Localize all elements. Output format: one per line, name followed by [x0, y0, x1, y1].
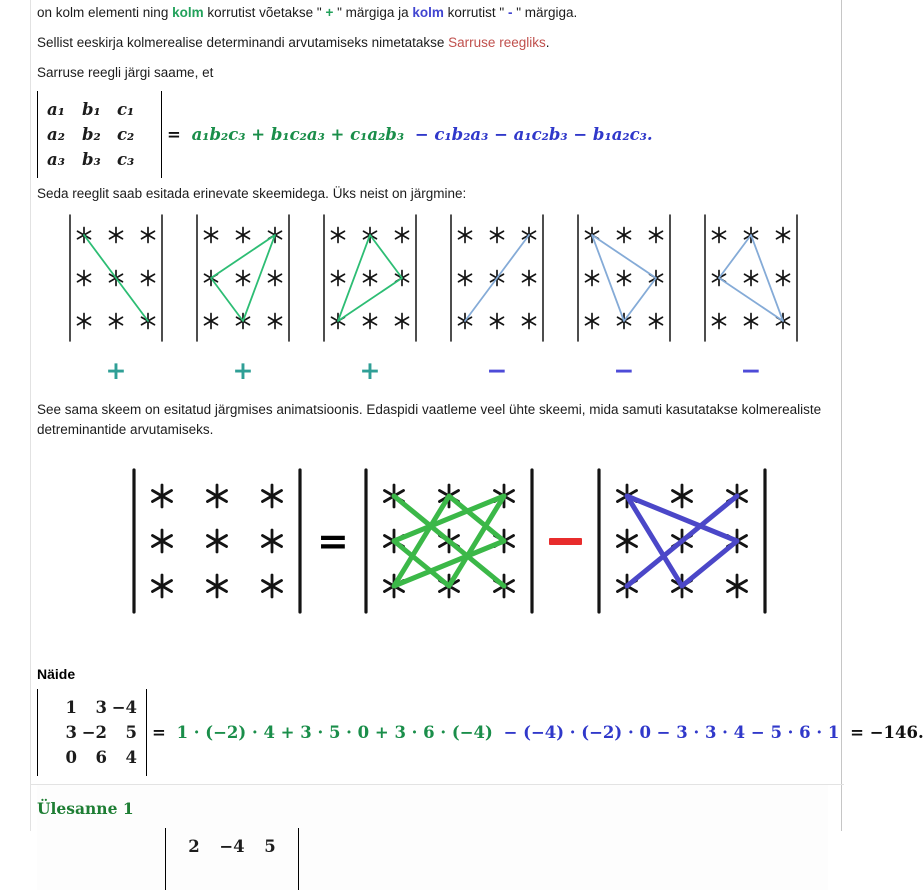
exercise-section	[37, 785, 828, 890]
plus-sign-label: +	[232, 356, 254, 385]
exercise-heading: Ülesanne 1	[37, 799, 134, 818]
positive-diagonals-grid	[362, 466, 536, 616]
positive-terms: a₁b₂c₃ + b₁c₂a₃ + c₁a₂b₃	[191, 125, 405, 144]
plus-green: +	[325, 5, 334, 20]
big-diagram	[130, 466, 828, 616]
scheme-grid-antidiagonal-icon	[449, 212, 545, 344]
scheme-grid-triangle-icon	[322, 212, 418, 344]
example-equation	[147, 723, 924, 742]
minus-sign-label: −	[486, 356, 508, 385]
negative-diagonals-grid	[595, 466, 769, 616]
sarrus-sentence: Sellist eeskirja kolmerealise determinandi arvutamiseks nimetatakse Sarruse reegliks.	[37, 35, 550, 50]
determinant-matrix-abc: a₁ b₁ c₁ a₂ b₂ c₂ a₃ b₃ c₃	[37, 91, 162, 178]
equals-sign: =	[152, 723, 166, 742]
intro-text: on kolm elementi ning	[37, 5, 173, 20]
negative-terms: − c₁b₂a₃ − a₁c₂b₃ − b₁a₂c₃.	[414, 125, 653, 144]
plain-matrix-grid	[130, 466, 304, 616]
negative-terms: − (−4) · (−2) · 0 − 3 · 3 · 4 − 5 · 6 · 1	[503, 723, 840, 742]
minus-blue: -	[507, 5, 513, 20]
scheme-grid-triangle-icon	[195, 212, 291, 344]
minus-sign-label: −	[613, 356, 635, 385]
positive-terms: 1 · (−2) · 4 + 3 · 5 · 0 + 3 · 6 · (−4)	[176, 723, 493, 742]
scheme-minus-2	[576, 212, 672, 384]
sarrus-equation	[162, 125, 653, 144]
scheme-grid-triangle-icon	[576, 212, 672, 344]
intro-paragraph: on kolm elementi ning kolm korrutist võetakse " + " märgiga ja kolm korrutist " - " märgiga.	[37, 5, 578, 20]
animation-note-text: See sama skeem on esitatud järgmises animatsioonis. Edaspidi vaatleme veel ühte skeemi, mida samuti kasutatakse kolmerealiste detreminantide arvutamiseks.	[37, 402, 822, 437]
kolm-blue: kolm	[412, 5, 444, 20]
kolm-green: kolm	[172, 5, 204, 20]
scheme-plus-3	[322, 212, 418, 384]
scheme-plus-2	[195, 212, 291, 384]
plus-sign-label: +	[105, 356, 127, 385]
content-right-border	[841, 0, 842, 831]
exercise-matrix	[165, 828, 828, 890]
sarruse-reegliks-link[interactable]: Sarruse reegliks	[448, 35, 546, 50]
example-matrix: 1 3 −4 3 −2 5 0 6 4	[37, 689, 147, 776]
exercise-determinant: 2 −4 5	[165, 828, 299, 890]
scheme-minus-3	[703, 212, 799, 384]
big-minus-sign	[549, 538, 582, 545]
minus-sign-label: −	[740, 356, 762, 385]
scheme-plus-1	[68, 212, 164, 384]
example-formula	[37, 689, 924, 776]
scheme-grid-triangle-icon	[703, 212, 799, 344]
schemes-intro-text: Seda reeglit saab esitada erinevate skeemidega. Üks neist on järgmine:	[37, 186, 467, 201]
lead-in-text: Sarruse reegli järgi saame, et	[37, 65, 214, 80]
plus-sign-label: +	[359, 356, 381, 385]
schemes-row	[68, 212, 828, 384]
example-heading: Näide	[37, 666, 76, 682]
equals-sign: =	[167, 125, 181, 144]
scheme-minus-1	[449, 212, 545, 384]
big-equals-sign: =	[317, 518, 349, 563]
result-value: = −146.	[850, 723, 924, 742]
scheme-grid-diagonal-icon	[68, 212, 164, 344]
sarrus-formula	[37, 91, 828, 178]
